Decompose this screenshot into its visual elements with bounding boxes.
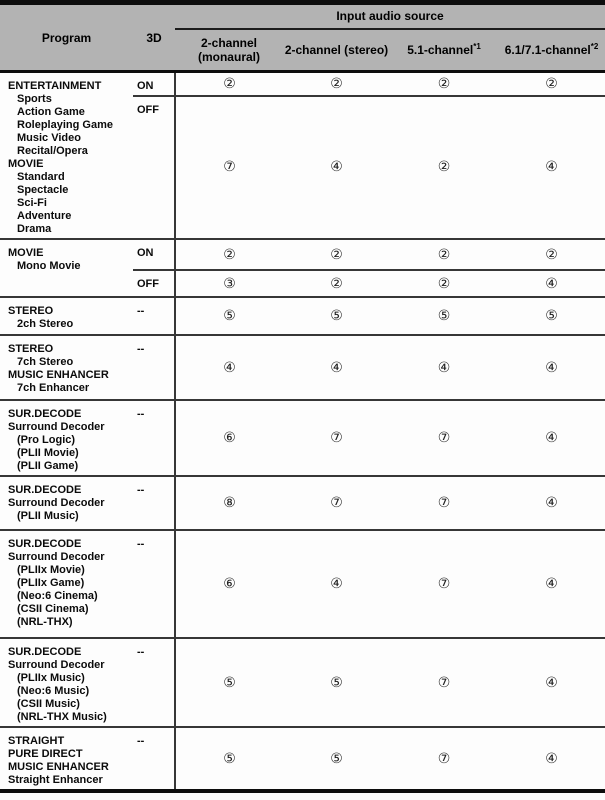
value-cell: ⑦	[437, 750, 451, 767]
section-surround-decoder-cinema	[0, 530, 605, 638]
program-line: STRAIGHT	[8, 735, 65, 747]
program-line: STEREO	[8, 343, 54, 355]
program-cell	[0, 638, 133, 727]
column-header-5-1ch: 5.1-channel$^{*1}$	[390, 29, 498, 72]
value-cell: ④	[330, 359, 343, 376]
value-cell: ②	[283, 72, 390, 96]
program-cell	[0, 476, 133, 530]
value-cell: ④	[545, 159, 558, 176]
program-line: Standard	[17, 171, 65, 183]
value-cell: ⑦	[175, 96, 283, 239]
section-surround-decoder-plii-music	[0, 476, 605, 530]
value-cell: ④	[545, 750, 558, 767]
program-line: MUSIC ENHANCER	[8, 761, 109, 773]
program-line: (Pro Logic)	[17, 434, 76, 446]
program-line: PURE DIRECT	[8, 748, 83, 760]
program-line: (PLIIx Game)	[17, 577, 85, 589]
value-cell: ⑦	[330, 430, 343, 446]
program-cell	[0, 400, 133, 476]
program-line: Straight Enhancer	[8, 774, 103, 786]
value-cell: ②	[437, 159, 451, 176]
program-line: SUR.DECODE	[8, 408, 82, 420]
program-line: Surround Decoder	[8, 497, 105, 509]
value-cell: ②	[330, 275, 343, 292]
value-cell: ②	[390, 72, 498, 96]
column-header-2ch-monaural	[175, 29, 283, 72]
value-cell: ⑦	[437, 495, 451, 511]
column-header-line: 2-channel	[200, 35, 257, 50]
value-cell: ④	[545, 495, 558, 511]
program-line: Music Video	[17, 132, 81, 144]
program-line: Sports	[17, 93, 52, 105]
value-cell: ⑦	[437, 576, 451, 592]
section-entertainment-movie	[0, 72, 605, 240]
value-cell: ②	[498, 239, 605, 270]
column-header-line: (monaural)	[197, 49, 260, 64]
value-cell: ④	[545, 359, 558, 376]
program-line: Surround Decoder	[8, 421, 105, 433]
program-line: Mono Movie	[17, 260, 81, 272]
program-line: Surround Decoder	[8, 659, 105, 671]
program-cell	[0, 530, 133, 638]
threed-cell: --	[137, 646, 145, 658]
program-line: Roleplaying Game	[17, 119, 113, 131]
value-cell: ④	[330, 159, 343, 176]
program-line: Drama	[17, 223, 52, 235]
value-cell: ⑤	[330, 308, 343, 324]
program-line: ENTERTAINMENT	[8, 80, 102, 92]
program-line: (Neo:6 Music)	[17, 685, 90, 697]
program-line: (PLII Movie)	[17, 447, 79, 459]
program-line: SUR.DECODE	[8, 538, 82, 550]
threed-cell: OFF	[137, 278, 159, 290]
program-line: (PLIIx Music)	[17, 672, 85, 684]
value-cell: ④	[437, 359, 451, 376]
value-cell: ⑧	[175, 476, 283, 530]
value-cell: ②	[498, 72, 605, 96]
section-7ch-stereo-enhancer	[0, 335, 605, 400]
program-line: (PLII Music)	[17, 510, 79, 522]
footnote-marker: *2	[590, 41, 599, 51]
program-line: MOVIE	[8, 158, 44, 170]
program-line: 7ch Stereo	[17, 356, 74, 368]
value-cell: ②	[175, 72, 283, 96]
section-straight-puredirect	[0, 727, 605, 791]
program-line: SUR.DECODE	[8, 646, 82, 658]
section-surround-decoder-prologic	[0, 400, 605, 476]
threed-cell: --	[137, 538, 145, 550]
value-cell: ②	[175, 239, 283, 270]
value-cell: ④	[175, 335, 283, 400]
threed-cell: --	[137, 343, 145, 355]
value-cell: ⑤	[330, 750, 343, 767]
value-cell: ②	[283, 239, 390, 270]
threed-cell: ON	[133, 72, 175, 96]
program-line: Sci-Fi	[17, 197, 47, 209]
value-cell: ⑤	[330, 674, 343, 691]
program-line: (CSII Music)	[17, 698, 80, 710]
value-cell: ⑥	[175, 400, 283, 476]
value-cell: ⑤	[437, 308, 451, 324]
threed-column-header: 3D	[133, 3, 175, 72]
program-line: Adventure	[17, 210, 72, 222]
program-cell	[0, 72, 133, 240]
threed-cell: OFF	[137, 103, 159, 116]
program-line: (NRL-THX Music)	[17, 711, 107, 723]
program-line: Recital/Opera	[17, 145, 88, 157]
program-line: Spectacle	[17, 184, 69, 196]
value-cell: ②	[390, 239, 498, 270]
value-cell: ⑦	[437, 430, 451, 446]
program-line: 2ch Stereo	[17, 318, 74, 330]
program-line: MUSIC ENHANCER	[8, 369, 109, 381]
section-surround-decoder-music	[0, 638, 605, 727]
program-line: 7ch Enhancer	[17, 382, 90, 394]
program-cell	[0, 297, 133, 335]
value-cell: ④	[545, 674, 558, 691]
program-line: (NRL-THX)	[17, 616, 73, 628]
value-cell: ⑤	[175, 727, 283, 791]
input-audio-source-header: Input audio source	[175, 3, 605, 29]
value-cell: ⑦	[437, 674, 451, 691]
program-line: SUR.DECODE	[8, 484, 82, 496]
value-cell: ④	[545, 576, 558, 592]
program-cell	[0, 239, 133, 297]
section-2ch-stereo	[0, 297, 605, 335]
program-line: Action Game	[17, 106, 85, 118]
value-cell: ⑤	[175, 638, 283, 727]
value-cell: ④	[545, 275, 558, 292]
program-line: Surround Decoder	[8, 551, 105, 563]
program-line: (CSII Cinema)	[17, 603, 89, 615]
value-cell: ②	[437, 275, 451, 292]
value-cell: ④	[330, 576, 343, 592]
program-cell	[0, 727, 133, 791]
value-cell: ⑥	[175, 530, 283, 638]
value-cell: ④	[545, 430, 558, 446]
value-cell: ③	[175, 270, 283, 297]
value-cell: ⑤	[175, 297, 283, 335]
value-cell: ⑤	[545, 308, 558, 324]
table-header	[0, 3, 605, 72]
program-line: (PLII Game)	[17, 460, 79, 472]
column-header-2ch-stereo: 2-channel (stereo)	[283, 29, 390, 72]
threed-cell: --	[137, 408, 145, 420]
program-line: (PLIIx Movie)	[17, 564, 85, 576]
program-column-header: Program	[0, 3, 133, 72]
program-cell	[0, 335, 133, 400]
threed-cell: --	[137, 305, 145, 317]
threed-cell: ON	[133, 239, 175, 270]
program-line: STEREO	[8, 305, 54, 317]
value-cell: ⑦	[330, 495, 343, 511]
section-mono-movie	[0, 239, 605, 297]
program-line: (Neo:6 Cinema)	[17, 590, 98, 602]
column-header-6-1-7-1ch: 6.1/7.1-channel$^{*2}$	[498, 29, 605, 72]
threed-cell: --	[137, 735, 145, 747]
program-line: MOVIE	[8, 247, 44, 259]
footnote-marker: *1	[473, 41, 481, 51]
threed-cell: --	[137, 484, 145, 496]
